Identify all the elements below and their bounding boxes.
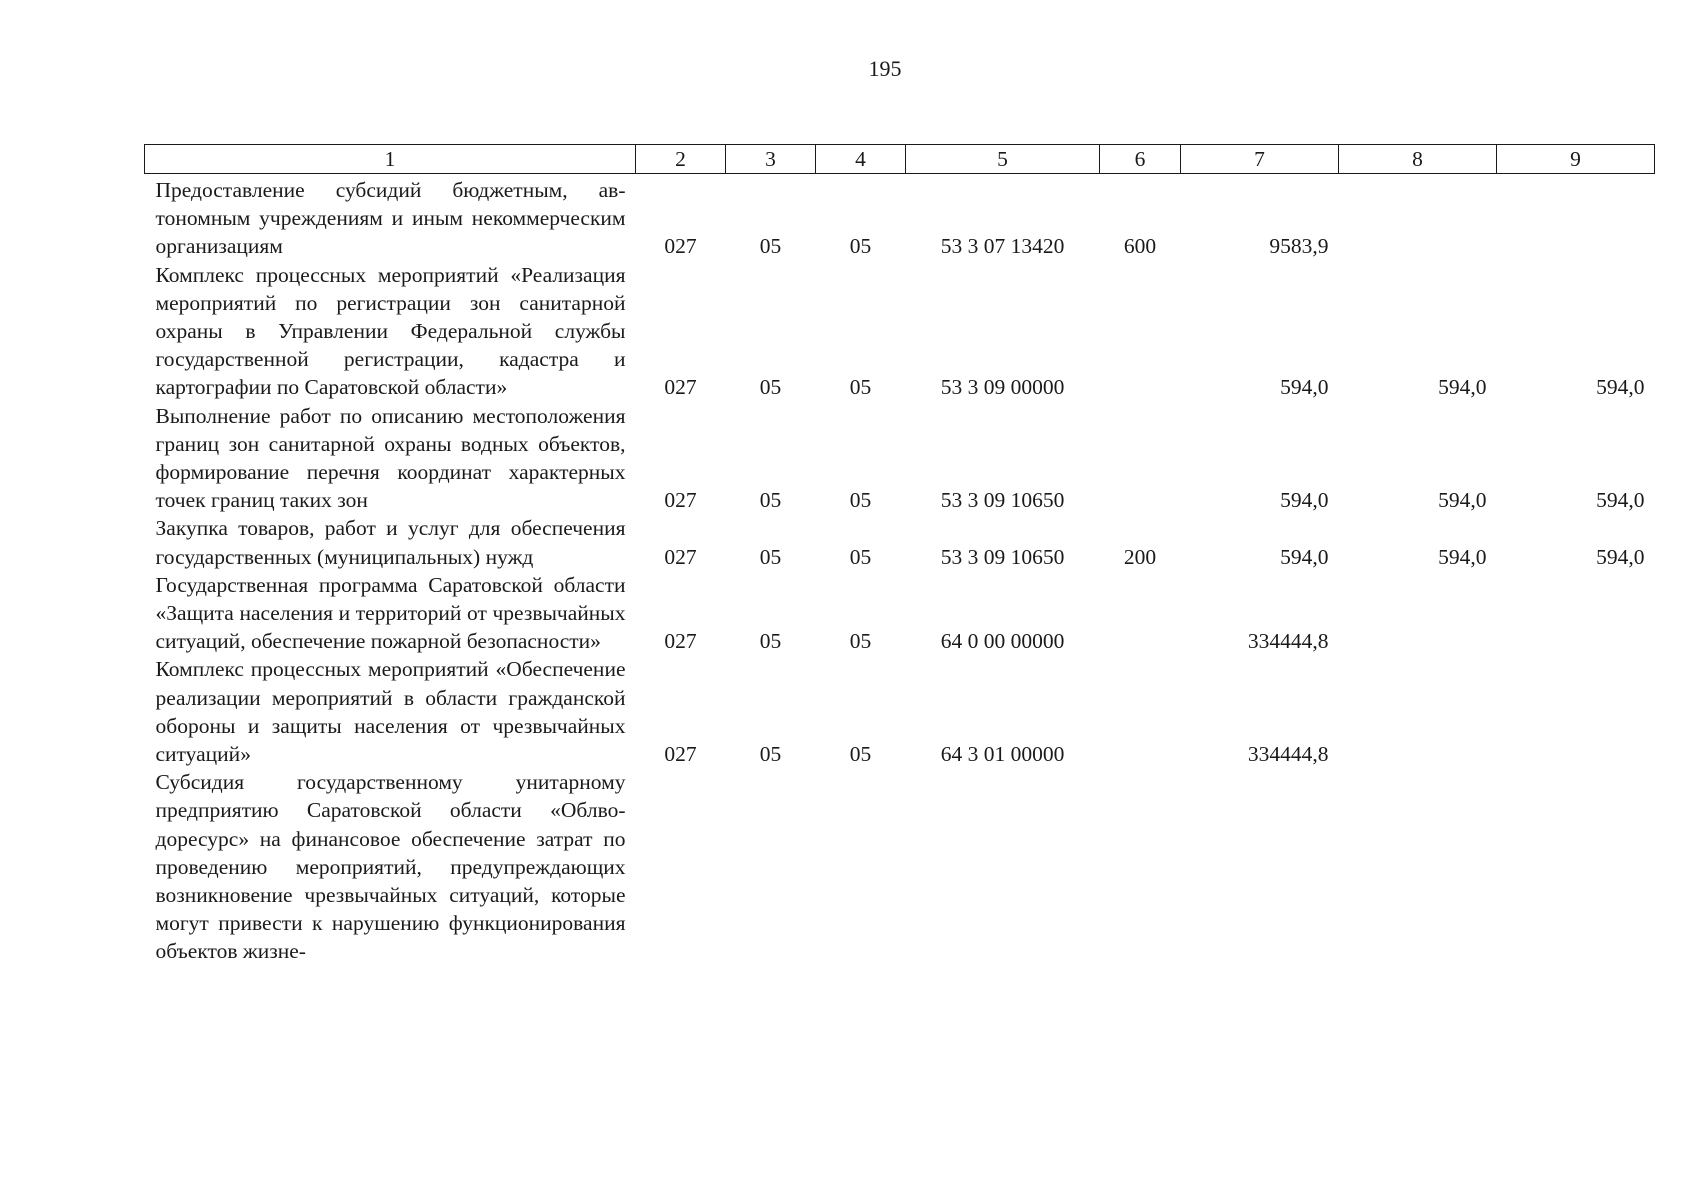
column-header-sum-9: 9 (1497, 145, 1655, 174)
row-name: Государственная программа Саратовской области «Защита населения и территорий от чрезвычайных ситуаций, обеспечение пожарной безопасности» (155, 572, 626, 654)
row-sum-7: 9583,9 (1269, 234, 1329, 259)
row-section: 05 (759, 488, 782, 513)
table-row (145, 571, 1655, 656)
row-sum-8 (1339, 655, 1497, 768)
header-row (145, 145, 1655, 174)
row-name: Закупка товаров, работ и услуг для обеспечения государственных (муниципальных) нужд (155, 516, 626, 569)
column-header-sum-7: 7 (1181, 145, 1339, 174)
row-sum-7: 594,0 (1280, 488, 1329, 513)
row-expense-type (1100, 261, 1181, 402)
row-ministry: 027 (664, 742, 697, 767)
column-header-expense-type: 6 (1100, 145, 1181, 174)
row-subsection: 05 (849, 544, 872, 569)
row-target-article (906, 768, 1100, 965)
row-sum-9: 594,0 (1596, 544, 1645, 569)
column-header-sum-8: 8 (1339, 145, 1497, 174)
row-name: Предоставление субсидий бюджетным, автономным учреждениям и иным некоммерческим организациям (155, 178, 626, 259)
row-expense-type (1100, 768, 1181, 965)
row-target-article: 53 3 07 13420 (940, 234, 1065, 259)
row-ministry: 027 (664, 629, 697, 654)
column-header-target-article: 5 (906, 145, 1100, 174)
row-subsection: 05 (849, 234, 872, 259)
column-header-subsection: 4 (816, 145, 906, 174)
row-subsection: 05 (849, 742, 872, 767)
column-header-ministry: 2 (636, 145, 726, 174)
row-ministry: 027 (664, 488, 697, 513)
row-sum-8: 594,0 (1438, 375, 1487, 400)
row-subsection: 05 (849, 375, 872, 400)
column-header-section: 3 (726, 145, 816, 174)
row-sum-9 (1497, 655, 1655, 768)
row-sum-9 (1497, 571, 1655, 656)
row-sum-8 (1339, 174, 1497, 261)
row-target-article: 64 3 01 00000 (940, 742, 1065, 767)
row-sum-7: 334444,8 (1247, 742, 1329, 767)
column-header-name: 1 (145, 145, 636, 174)
row-subsection: 05 (849, 629, 872, 654)
row-target-article: 64 0 00 00000 (940, 629, 1065, 654)
row-subsection: 05 (849, 488, 872, 513)
table-row (145, 261, 1655, 402)
row-expense-type (1100, 655, 1181, 768)
row-expense-type (1100, 402, 1181, 515)
row-name: Субсидия государственному унитарному предприятию Саратовской области «Облводоресурс» на финансовое обеспечение затрат по проведению мероприятий, предупреждающих возникновение чрезвычайных ситуаций, которые могут привести к нарушению функционирования объектов жизне- (155, 770, 626, 964)
row-target-article: 53 3 09 00000 (940, 375, 1065, 400)
row-sum-8: 594,0 (1438, 544, 1487, 569)
row-ministry: 027 (664, 375, 697, 400)
row-ministry: 027 (664, 234, 697, 259)
table-row (145, 402, 1655, 515)
row-section: 05 (759, 742, 782, 767)
table-row (145, 514, 1655, 570)
row-expense-type: 600 (1123, 234, 1157, 259)
row-subsection (816, 768, 906, 965)
page-number: 195 (868, 56, 902, 81)
row-section (726, 768, 816, 965)
budget-table (144, 144, 1655, 966)
table-row (145, 174, 1655, 261)
row-ministry (636, 768, 726, 965)
row-section: 05 (759, 629, 782, 654)
row-section: 05 (759, 544, 782, 569)
row-sum-8 (1339, 768, 1497, 965)
row-sum-8 (1339, 571, 1497, 656)
row-section: 05 (759, 234, 782, 259)
row-section: 05 (759, 375, 782, 400)
row-expense-type (1100, 571, 1181, 656)
row-name: Комплекс процессных мероприятий «Реализация мероприятий по регистрации зон санитарной охраны в Управлении Федеральной службы государственной регистрации, кадастра и картографии по Саратовской области» (155, 262, 626, 400)
row-sum-9 (1497, 768, 1655, 965)
row-sum-8: 594,0 (1438, 488, 1487, 513)
row-sum-9: 594,0 (1596, 375, 1645, 400)
row-sum-9: 594,0 (1596, 488, 1645, 513)
table-row (145, 655, 1655, 768)
table-row (145, 768, 1655, 965)
row-ministry: 027 (664, 544, 697, 569)
row-target-article: 53 3 09 10650 (940, 544, 1065, 569)
row-sum-7: 594,0 (1280, 375, 1329, 400)
table-body (145, 174, 1655, 966)
row-name: Выполнение работ по описанию местоположения границ зон санитарной охраны водных объектов, формирование перечня координат характерных точек границ таких зон (155, 403, 626, 513)
row-sum-7: 334444,8 (1247, 629, 1329, 654)
row-sum-7 (1181, 768, 1339, 965)
row-expense-type: 200 (1123, 544, 1157, 569)
row-target-article: 53 3 09 10650 (940, 488, 1065, 513)
row-name: Комплекс процессных мероприятий «Обеспечение реализации мероприятий в области гражданской обороны и защиты населения от чрезвычайных ситуаций» (155, 657, 626, 767)
row-sum-7: 594,0 (1280, 544, 1329, 569)
table-header (145, 145, 1655, 174)
row-sum-9 (1497, 174, 1655, 261)
